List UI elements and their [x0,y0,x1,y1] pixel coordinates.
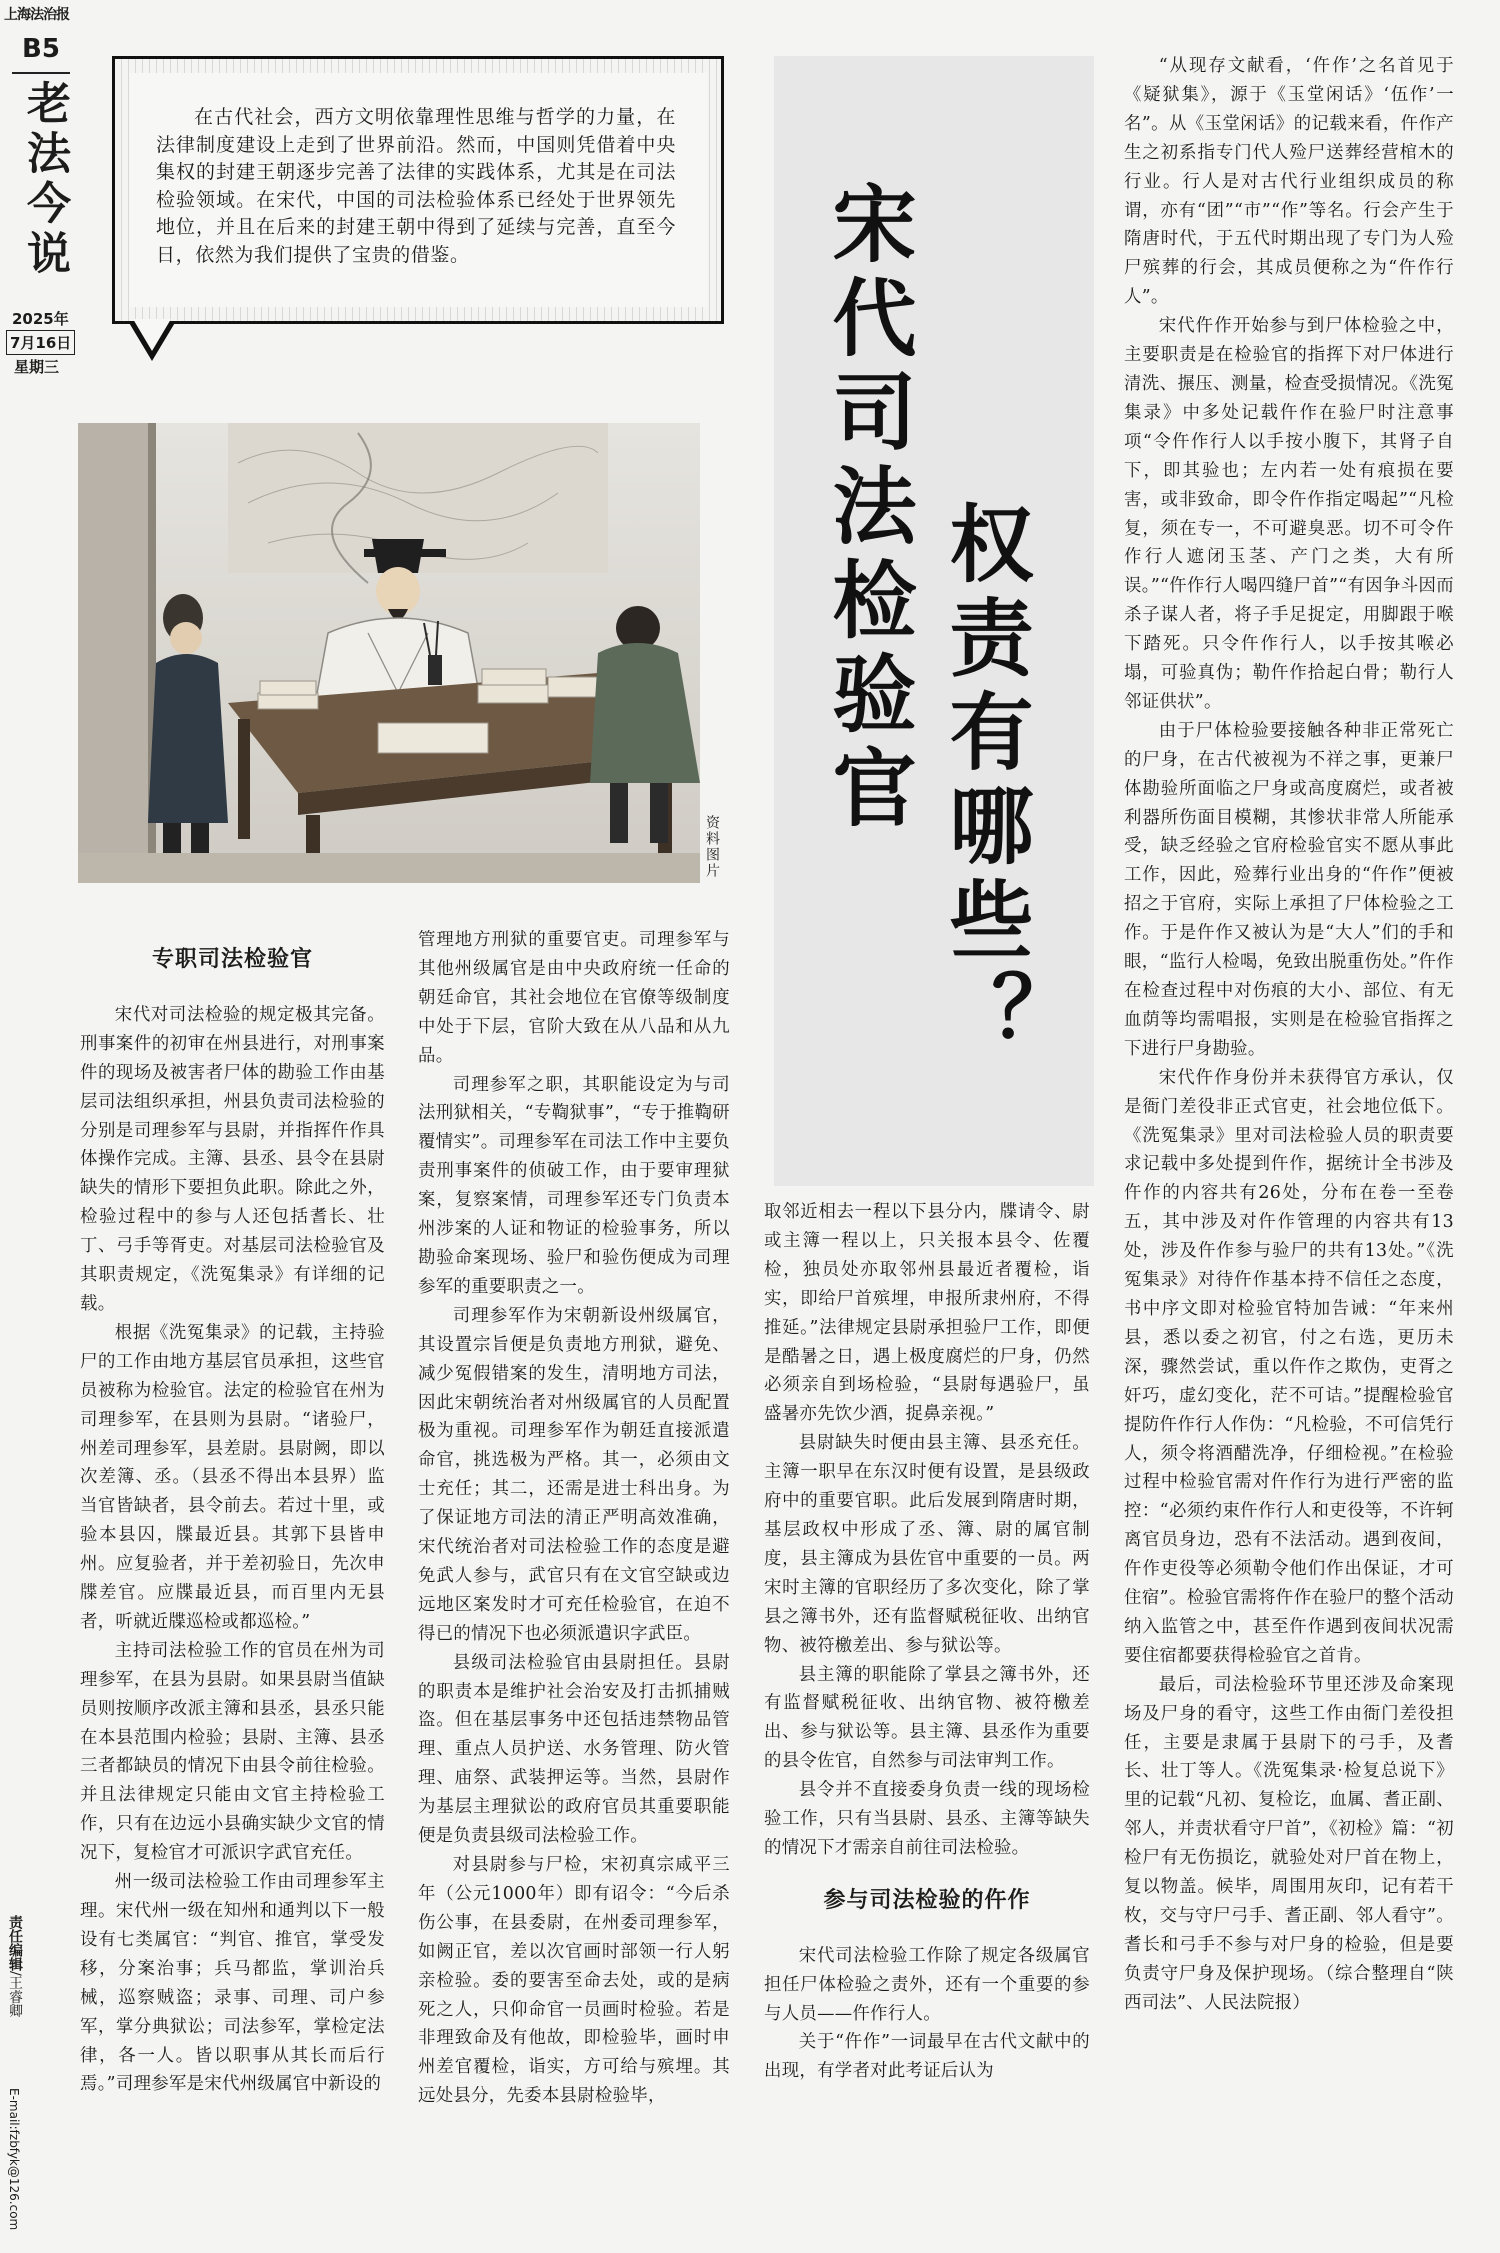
paper-name: 上海法治报 [4,7,69,23]
headline-sub: 权责有哪些？ [936,500,1035,1064]
paragraph: 最后，司法检验环节里还涉及命案现场及尸身的看守，这些工作由衙门差役担任，主要是隶属于县尉下的弓手，及耆长、壮丁等人。《洗冤集录·检复总说下》里的记载“凡初、复检讫，血属、耆正副、邻人，并责状看守尸首”，《初检》篇：“初检尸有无伤损讫，就验处对尸首在物上，复以物盖。候毕，周围用灰印，记有若干枚，交与守尸弓手、耆正副、邻人看守”。耆长和弓手不参与对尸身的检验，但是要负责守尸身及保护现场。（综合整理自“陕西司法”、人民法院报） [1124,1674,1454,2013]
column-4 [1124,52,1454,2018]
paragraph: 县主簿的职能除了掌县之簿书外，还有监督赋税征收、出纳官物、被符檄差出、参与狱讼等。县主簿、县丞作为重要的县令佐官，自然参与司法审判工作。 [764,1664,1090,1772]
section-heading-1: 专职司法检验官 [151,947,313,972]
issue-weekday: 星期三 [14,358,60,376]
illustration [78,423,700,883]
editor-title: 责任编辑 [7,1915,23,1971]
section-heading-2: 参与司法检验的仵作 [823,1887,1031,1913]
masthead [0,0,80,2253]
column-1 [80,936,385,2099]
issue-date: 7月16日 [6,330,75,355]
paragraph: 取邻近相去一程以下县分内，牒请令、尉或主簿一程以上，只关报本县令、佐覆检，独员处亦取邻州县最近者覆检，诣实，即给尸首殡埋，申报所隶州府，不得推延。”法律规定县尉承担验尸工作，即便是酷暑之日，遇上极度腐烂的尸身，仍然必须亲自到场检验，“县尉每遇验尸，虽盛暑亦先饮少酒，捉鼻亲视。” [764,1202,1090,1425]
paragraph: 司理参军之职，其职能设定为与司法刑狱相关，“专鞫狱事”，“专于推鞫研覆情实”。司理参军在司法工作中主要负责刑事案件的侦破工作，由于要审理狱案，复察案情，司理参军还专门负责本州涉案的人证和物证的检验事务，所以勘验命案现场、验尸和验伤便成为司理参军的重要职责之一。 [418,1074,730,1297]
paragraph: 州一级司法检验工作由司理参军主理。宋代州一级在知州和通判以下一般设有七类属官：“判官、推官，掌受发移，分案治事；兵马都监，掌训治兵械，巡察贼盗；录事、司理、司户参军，掌分典狱讼；司法参军，掌检定法律，各一人。皆以职事从其长而后行焉。”司理参军是宋代州级属官中新设的 [80,1872,385,2095]
issue-year: 2025年 [12,310,69,328]
paragraph: 由于尸体检验要接触各种非正常死亡的尸身，在古代被视为不祥之事，更兼尸体勘验所面临之尸身或高度腐烂，或者被利器所伤面目模糊，其惨状非常人所能承受，缺乏经验之官府检验官实不愿从事此工作，因此，殓葬行业出身的“仵作”便被招之于官府，实际上承担了尸体检验之工作。于是仵作又被认为是“大人”们的手和眼，“监行人检喝，免致出脱重伤处。”仵作在检查过程中对伤痕的大小、部位、有无血荫等均需唱报，实则是在检验官指挥之下进行尸身勘验。 [1124,720,1454,1059]
editor-email: E-mail:fzbfyk@126.com [7,2088,21,2231]
paragraph: 宋代司法检验工作除了规定各级属官担任尸体检验之责外，还有一个重要的参与人员——仵作行人。 [764,1945,1090,2024]
paragraph: 县级司法检验官由县尉担任。县尉的职责本是维护社会治安及打击抓捕贼盗。但在基层事务中还包括违禁物品管理、重点人员护送、水务管理、防火管理、庙祭、武装押运等。当然，县尉作为基层主理狱讼的政府官员其重要职能便是负责县级司法检验工作。 [418,1652,730,1847]
photo-credit: 资料图片 [704,815,720,879]
paragraph: 宋代对司法检验的规定极其完备。刑事案件的初审在州县进行，对刑事案件的现场及被害者尸体的勘验工作由基层司法组织承担，州县负责司法检验的分别是司理参军与县尉，并指挥仵作具体操作完成。主簿、县丞、县令在县尉缺失的情形下要担负此职。除此之外，检验过程中的参与人还包括耆长、壮丁、弓手等胥吏。对基层司法检验官及其职责规定，《洗冤集录》有详细的记载。 [80,1004,385,1314]
editor-label [6,1915,24,2018]
editor-name: /王睿卿 [7,1971,23,2018]
column-2 [418,926,730,2111]
paragraph: 宋代仵作开始参与到尸体检验之中，主要职责是在检验官的指挥下对尸体进行清洗、搌压、测量，检查受损情况。《洗冤集录》中多处记载仵作在验尸时注意事项“令仵作行人以手按小腹下，其肾子自下，即其验也；左内若一处有痕损在要害，或非致命，即令仵作指定喝起”“凡检复，须在专一，不可避臭恶。切不可令仵作行人遮闭玉茎、产门之类，大有所误。”“仵作行人喝四缝尸首”“有因争斗因而杀子谋人者，将子手足捉定，用脚跟于喉下踏死。只令仵作行人，以手按其喉必塌，可验真伪；勒仵作拾起白骨；勒行人邻证供状”。 [1124,316,1454,712]
column-name: 老法今说 [19,80,70,280]
headline: 宋代司法检验官 [819,180,918,838]
paragraph: 对县尉参与尸检，宋初真宗咸平三年（公元1000年）即有诏令：“今后杀伤公事，在县委尉，在州委司理参军，如阙正官，差以次官画时部领一行人躬亲检验。委的要害至命去处，或的是病死之人，只仰命官一员画时检验。若是非理致命及有他故，即检验毕，画时申州差官覆检，诣实，方可给与殡埋。其远处县分，先委本县尉检验毕， [418,1855,730,2107]
paragraph: 管理地方刑狱的重要官吏。司理参军与其他州级属官是由中央政府统一任命的朝廷命官，其社会地位在官僚等级制度中处于下层，官阶大致在从八品和从九品。 [418,930,730,1066]
column-3 [764,1198,1090,2086]
paragraph: 宋代仵作身份并未获得官方承认，仅是衙门差役非正式官吏，社会地位低下。《洗冤集录》里对司法检验人员的职责要求记载中多处提到仵作，据统计全书涉及仵作的内容共有26处，分布在卷一至卷五，其中涉及对仵作管理的内容共有13处，涉及仵作参与验尸的共有13处。”《洗冤集录》对待仵作基本持不信任之态度，书中序文即对检验官特加告诫：“年来州县，悉以委之初官，付之右选，更历未深，骤然尝试，重以仵作之欺伪，吏胥之奸巧，虚幻变化，茫不可诘。”提醒检验官提防仵作行人作伪：“凡检验，不可信凭行人，须令将酒醋洗净，仔细检视。”在检验过程中检验官需对仵作行为进行严密的监控：“必须约束仵作行人和吏役等，不许轲离官员身边，恐有不法活动。遇到夜间，仵作吏役等必须勒令他们作出保证，才可住宿”。检验官需将仵作在验尸的整个活动纳入监管之中，甚至仵作遇到夜间状况需要住宿都要获得检验官之首肯。 [1124,1067,1454,1666]
lead-box-tail-inner [133,319,171,351]
paragraph: 主持司法检验工作的官员在州为司理参军，在县为县尉。如果县尉当值缺员则按顺序改派主簿和县丞，县丞只能在本县范围内检验；县尉、主簿、县丞三者都缺员的情况下由县令前往检验。并且法律规定只能由文官主持检验工作，只有在边远小县确实缺少文官的情况下，复检官才可派识字武官充任。 [80,1640,385,1864]
paragraph: 县尉缺失时便由县主簿、县丞充任。主簿一职早在东汉时便有设置，是县级政府中的重要官职。此后发展到隋唐时期，基层政权中形成了丞、簿、尉的属官制度，县主簿成为县佐官中重要的一员。两宋时主簿的官职经历了多次变化，除了掌县之簿书外，还有监督赋税征收、出纳官物、被符檄差出、参与狱讼等。 [764,1433,1090,1656]
paragraph: 根据《洗冤集录》的记载，主持验尸的工作由地方基层官员承担，这些官员被称为检验官。法定的检验官在州为司理参军，在县则为县尉。“诸验尸，州差司理参军，县差尉。县尉阙，即以次差簿、丞。（县丞不得出本县界）监当官皆缺者，县令前去。若过十里，或验本县囚，牒最近县。其郭下县皆申州。应复验者，并于差初验日，先次申牒差官。应牒最近县，而百里内无县者，听就近牒巡检或都巡检。” [80,1322,385,1632]
paragraph: “从现存文献看，‘仵作’之名首见于《疑狱集》，源于《玉堂闲话》‘伍作’一名”。从《玉堂闲话》的记载来看，仵作产生之初系指专门代人殓尸送葬经营棺木的行业。行人是对古代行业组织成员的称谓，亦有“团”“市”“作”等名。行会产生于隋唐时代，于五代时期出现了专门为人殓尸殡葬的行会，其成员便称之为“仵作行人”。 [1124,56,1454,308]
lead-text: 在古代社会，西方文明依靠理性思维与哲学的力量，在法律制度建设上走到了世界前沿。然而，中国则凭借着中央集权的封建王朝逐步完善了法律的实践体系，尤其是在司法检验领域。在宋代，中国的司法检验体系已经处于世界领先地位，并且在后来的封建王朝中得到了延续与完善，直至今日，依然为我们提供了宝贵的借鉴。 [156,106,676,266]
paragraph: 关于“仵作”一词最早在古代文献中的出现，有学者对此考证后认为 [764,2032,1090,2082]
page-number: B5 [22,34,60,64]
song-court-scene-image [78,423,700,883]
paragraph: 司理参军作为宋朝新设州级属官，其设置宗旨便是负责地方刑狱，避免、减少冤假错案的发生，清明地方司法，因此宋朝统治者对州级属官的人员配置极为重视。司理参军作为朝廷直接派遣命官，挑选极为严格。其一，必须由文士充任；其二，还需是进士科出身。为了保证地方司法的清正严明高效准确，宋代统治者对司法检验工作的态度是避免武人参与，武官只有在文官空缺或边远地区案发时才可充任检验官，在迫不得已的情况下也必须派遣识字武臣。 [418,1305,730,1644]
masthead-rule [12,72,70,74]
paragraph: 县令并不直接委身负责一线的现场检验工作，只有当县尉、县丞、主簿等缺失的情况下才需亲自前往司法检验。 [764,1780,1090,1858]
